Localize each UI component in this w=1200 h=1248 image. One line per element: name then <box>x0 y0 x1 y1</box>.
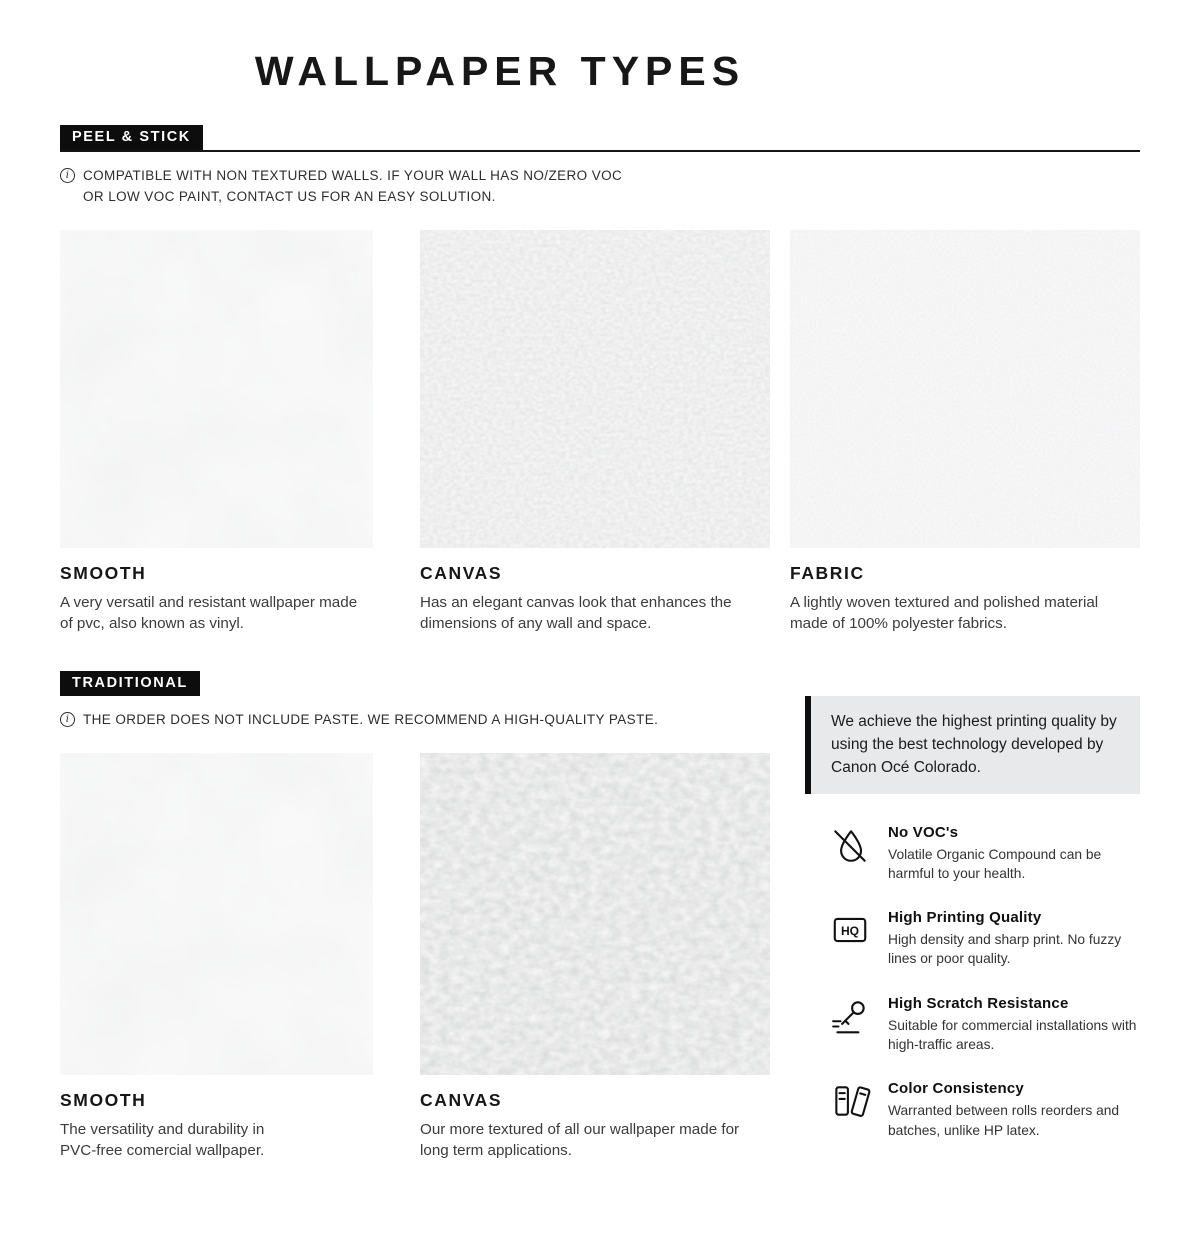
swatch-description: Has an elegant canvas look that enhances the dimensions of any wall and space. <box>420 593 732 632</box>
swatch-name: CANVAS <box>420 562 503 583</box>
peel-stick-note <box>60 166 1140 208</box>
swatch-description: Our more textured of all our wallpaper made for long term applications. <box>420 1120 740 1159</box>
feature-no-voc <box>829 824 1140 884</box>
feature-description: Volatile Organic Compound can be harmful to your health. <box>888 846 1102 881</box>
swatch-card-fabric <box>790 230 1140 635</box>
fabric-texture-image <box>790 230 1140 548</box>
bottom-area <box>60 671 1140 1162</box>
smooth-texture-image <box>60 753 373 1075</box>
quality-panel <box>805 671 1140 1162</box>
feature-text <box>888 824 1140 884</box>
hq-icon-text: HQ <box>840 924 860 939</box>
canvas-texture-image <box>420 753 770 1075</box>
swatch-card-canvas <box>420 230 770 635</box>
hq-print-icon <box>829 909 871 951</box>
swatch-name: SMOOTH <box>60 1089 147 1110</box>
swatch-description: A lightly woven textured and polished material made of 100% polyester fabrics. <box>790 593 1099 632</box>
feature-scratch-resistance <box>829 995 1140 1055</box>
feature-title: High Printing Quality <box>888 909 1042 927</box>
canvas-texture-image <box>420 230 770 548</box>
quote-text: We achieve the highest printing quality by using the best technology developed by Canon Océ Colorado. <box>811 696 1140 794</box>
peel-stick-swatch-row <box>60 230 1140 635</box>
swatch-card-smooth-traditional <box>60 753 373 1162</box>
traditional-label: TRADITIONAL <box>60 671 200 696</box>
traditional-header <box>60 671 770 696</box>
feature-description: High density and sharp print. No fuzzy lines or poor quality. <box>888 932 1122 967</box>
peel-stick-section <box>60 125 1140 635</box>
feature-text <box>888 1080 1140 1140</box>
peel-stick-header <box>60 125 1140 152</box>
feature-text <box>888 909 1140 969</box>
feature-title: Color Consistency <box>888 1080 1024 1098</box>
feature-list <box>805 824 1140 1141</box>
scratch-resistance-icon <box>829 995 871 1037</box>
traditional-note <box>60 710 770 731</box>
peel-stick-label: PEEL & STICK <box>60 125 203 150</box>
canvas-texture-swatch <box>420 230 770 548</box>
smooth-texture-swatch <box>60 230 373 548</box>
feature-text <box>888 995 1140 1055</box>
printing-quality-quote <box>805 696 1140 794</box>
note-text: COMPATIBLE WITH NON TEXTURED WALLS. IF YOUR WALL HAS NO/ZERO VOC OR LOW VOC PAINT, CONTACT US FOR AN EASY SOLUTION. <box>83 168 623 204</box>
traditional-section <box>60 671 770 1162</box>
swatch-description: A very versatil and resistant wallpaper made of pvc, also known as vinyl. <box>60 593 358 632</box>
feature-title: No VOC's <box>888 823 959 841</box>
note-text: THE ORDER DOES NOT INCLUDE PASTE. WE RECOMMEND A HIGH-QUALITY PASTE. <box>83 711 659 727</box>
swatch-name: CANVAS <box>420 1089 503 1110</box>
swatch-card-smooth <box>60 230 373 635</box>
swatch-card-canvas-traditional <box>420 753 770 1162</box>
page-title: WALLPAPER TYPES <box>254 48 746 94</box>
feature-high-printing-quality <box>829 909 1140 969</box>
fabric-texture-swatch <box>790 230 1140 548</box>
swatch-name: FABRIC <box>790 562 865 583</box>
feature-description: Suitable for commercial installations with high-traffic areas. <box>888 1017 1137 1053</box>
feature-description: Warranted between rolls reorders and batches, unlike HP latex. <box>888 1103 1120 1138</box>
feature-title: High Scratch Resistance <box>888 994 1069 1012</box>
color-consistency-icon <box>829 1080 871 1122</box>
canvas-texture-swatch <box>420 753 770 1075</box>
traditional-swatch-row <box>60 753 770 1162</box>
info-icon: i <box>60 712 75 727</box>
no-voc-icon <box>829 824 871 866</box>
swatch-name: SMOOTH <box>60 562 147 583</box>
feature-color-consistency <box>829 1080 1140 1140</box>
info-icon: i <box>60 168 75 183</box>
swatch-description: The versatility and durability in PVC-free comercial wallpaper. <box>60 1120 265 1159</box>
smooth-texture-swatch <box>60 753 373 1075</box>
smooth-texture-image <box>60 230 373 548</box>
